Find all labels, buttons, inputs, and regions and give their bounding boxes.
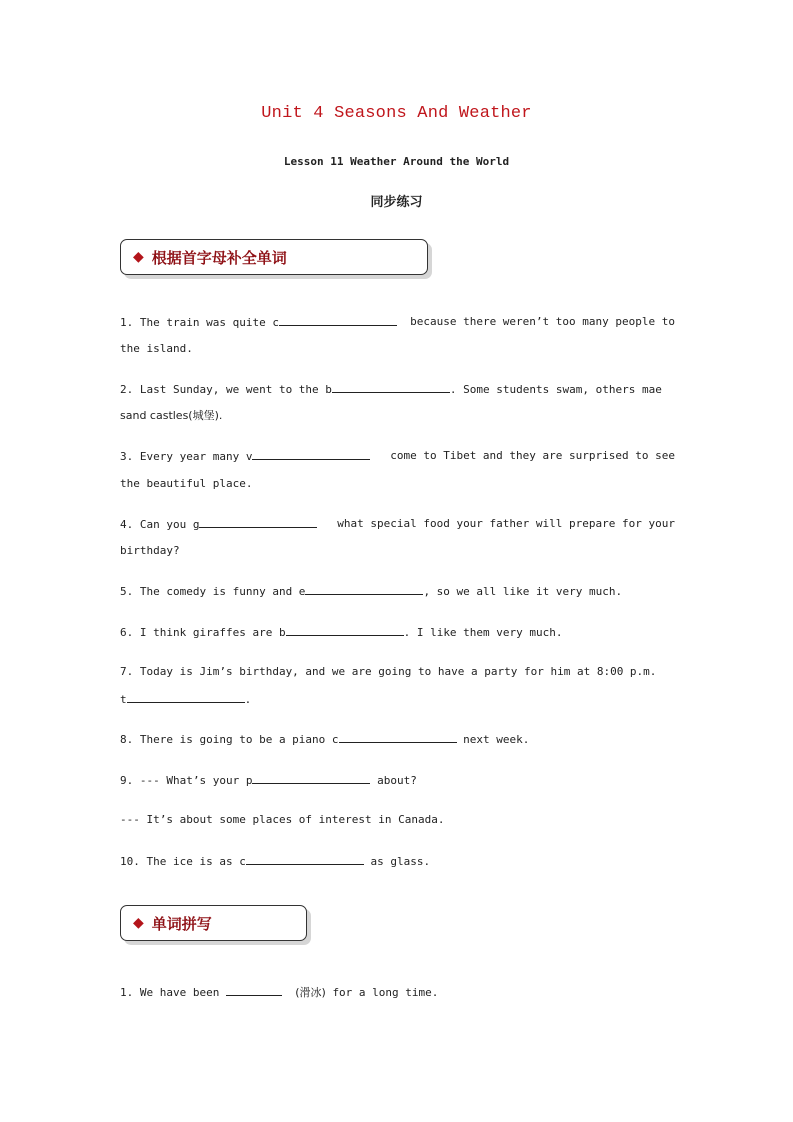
question-4-line-2: birthday? [120, 544, 180, 557]
answer-blank [226, 985, 282, 996]
diamond-icon: ◆ [133, 249, 144, 265]
page-title: Unit 4 Seasons And Weather [261, 104, 532, 123]
question-9-line-2: --- It’s about some places of interest in Canada. [120, 813, 445, 826]
question-10: 10. The ice is as c as glass. [120, 855, 431, 868]
section-header-1 [120, 239, 428, 275]
answer-blank [332, 382, 450, 393]
answer-blank [246, 854, 364, 865]
answer-blank [279, 315, 397, 326]
answer-blank [252, 773, 370, 784]
diamond-icon: ◆ [133, 915, 144, 931]
question-2-line-2: sand castles(城堡). [120, 409, 223, 422]
question-9-line-1: 9. --- What’s your p about? [120, 774, 417, 787]
spelling-question-1: 1. We have been (滑冰) for a long time. [120, 986, 439, 999]
question-1-line-1: 1. The train was quite c because there weren’t too many people to [120, 315, 675, 329]
question-7-line-1: 7. Today is Jim’s birthday, and we are going to have a party for him at 8:00 p.m. [120, 665, 657, 678]
section-label-1: 根据首字母补全单词 [151, 248, 287, 267]
answer-blank [252, 449, 370, 460]
question-1-line-2: the island. [120, 342, 193, 355]
section-label-2: 单词拼写 [151, 914, 212, 933]
practice-heading: 同步练习 [370, 195, 423, 210]
question-2-line-1: 2. Last Sunday, we went to the b . Some students swam, others mae [120, 383, 662, 396]
question-3-line-2: the beautiful place. [120, 477, 253, 490]
question-5: 5. The comedy is funny and e , so we all like it very much. [120, 585, 623, 598]
question-6: 6. I think giraffes are b . I like them very much. [120, 626, 563, 639]
question-3-line-1: 3. Every year many v come to Tibet and they are surprised to see [120, 449, 675, 463]
answer-blank [286, 625, 404, 636]
lesson-title: Lesson 11 Weather Around the World [283, 155, 510, 168]
answer-blank [199, 517, 317, 528]
answer-blank [339, 732, 457, 743]
answer-blank [305, 584, 423, 595]
section-header-2 [120, 905, 307, 941]
question-7-line-2: t . [120, 693, 252, 706]
question-4-line-1: 4. Can you g what special food your father will prepare for your [120, 517, 675, 531]
question-8: 8. There is going to be a piano c next week. [120, 733, 530, 746]
answer-blank [127, 692, 245, 703]
